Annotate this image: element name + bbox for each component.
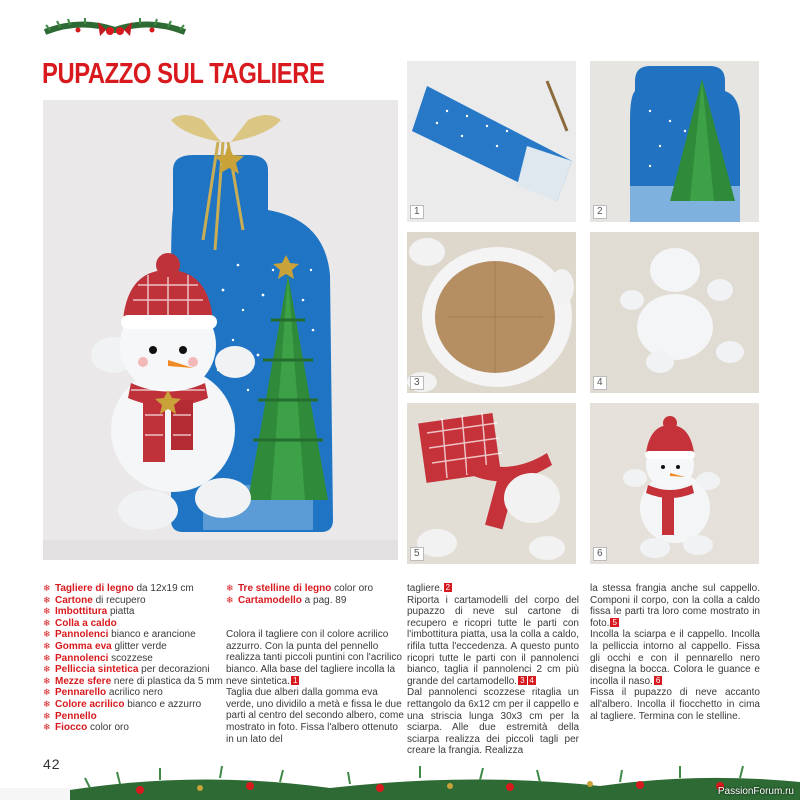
- material-item: ❄ Tre stelline di legno color oro: [226, 583, 374, 594]
- step-photo-5: [407, 403, 576, 564]
- main-photo: [43, 100, 398, 560]
- page-number: 42: [43, 756, 61, 772]
- instructions-column-4: [590, 583, 760, 722]
- step-photo-4: [590, 232, 759, 393]
- material-item: ❄ Mezze sfere nere di plastica da 5 mm: [43, 675, 223, 687]
- material-item: ❄ Cartone di recupero: [43, 594, 146, 606]
- material-item: ❄ Pennarello acrilico nero: [43, 687, 163, 699]
- materials-list: [43, 583, 223, 734]
- bottom-garland-decoration: [0, 760, 800, 800]
- material-item: ❄ Pelliccia sintetica per decorazioni: [43, 664, 210, 676]
- instruction-paragraph: tagliere. 2: [407, 583, 451, 594]
- snowflake-icon: ❄: [43, 675, 51, 686]
- material-item: ❄ Imbottitura piatta: [43, 606, 135, 618]
- snowflake-icon: ❄: [43, 606, 51, 617]
- instruction-paragraph: Dal pannolenci scozzese ritaglia un rettangolo da 6x12 cm per il cappello e una striscia lunga 30x3 cm per la sciarpa. Alle due estremità della sciarpa realizza dei piccoli tagli per creare la frangia. Realizza: [407, 687, 579, 757]
- material-item: ❄ Colla a caldo: [43, 617, 117, 629]
- page-title: PUPAZZO SUL TAGLIERE: [42, 58, 325, 90]
- snowflake-icon: ❄: [43, 583, 51, 593]
- top-garland-decoration: [40, 10, 190, 50]
- step-number: 4: [593, 376, 607, 390]
- snowflake-icon: ❄: [43, 710, 51, 721]
- instruction-paragraph: Taglia due alberi dalla gomma eva verde, uno dividilo a metà e fissa le due parti al centro del secondo albero, come mostrato in foto. Fissa l'albero ottenuto in un lato del: [226, 687, 404, 745]
- snowman-board-illustration: [43, 100, 398, 560]
- step-photo-1: [407, 61, 576, 222]
- snowflake-icon: ❄: [43, 664, 51, 675]
- material-item: ❄ Tagliere di legno da 12x19 cm: [43, 583, 194, 594]
- instructions-column-3: [407, 583, 579, 757]
- step-badge: 1: [292, 675, 298, 685]
- step-number: 3: [410, 376, 424, 390]
- step-badge: 5: [612, 617, 617, 627]
- material-item: ❄ Pennello: [43, 710, 97, 722]
- material-item: ❄ Pannolenci bianco e arancione: [43, 629, 196, 641]
- snowflake-icon: ❄: [43, 722, 51, 733]
- instruction-paragraph: la stessa frangia anche sul cappello. Componi il corpo, con la colla a caldo fissa le parti tra loro come mostrato in foto. 5: [590, 583, 760, 629]
- step-number: 5: [410, 547, 424, 561]
- step-badge: 3: [520, 675, 525, 685]
- snowflake-icon: ❄: [43, 687, 51, 698]
- material-item: ❄ Fiocco color oro: [43, 722, 129, 734]
- step-photo-3: [407, 232, 576, 393]
- instructions-column-2: [226, 583, 406, 745]
- step-badge: 2: [445, 583, 451, 592]
- snowflake-icon: ❄: [43, 629, 51, 640]
- snowflake-icon: ❄: [43, 698, 51, 709]
- material-item: ❄ Gomma eva glitter verde: [43, 640, 167, 652]
- snowflake-icon: ❄: [226, 583, 234, 593]
- instruction-paragraph: Colora il tagliere con il colore acrilico azzurro. Con la punta del pennello realizza tanti piccoli puntini con l'acrilico bianco. Alla base del tagliere incolla la neve sintetica. 1: [226, 629, 402, 687]
- step-photo-2: [590, 61, 759, 222]
- snowflake-icon: ❄: [226, 594, 234, 605]
- snowflake-icon: ❄: [43, 594, 51, 605]
- snowflake-icon: ❄: [43, 617, 51, 628]
- step-badge: 6: [655, 675, 661, 685]
- step-badge: 4: [529, 675, 534, 685]
- material-item: ❄ Pannolenci scozzese: [43, 652, 153, 664]
- step-number: 1: [410, 205, 424, 219]
- instruction-paragraph: Incolla la sciarpa e il cappello. Incolla la pelliccia intorno al cappello. Fissa gli occhi e con il pennarello nero disegna la bocca. Colora le guance e incolla il naso. 6: [590, 629, 760, 687]
- material-item: ❄ Colore acrilico bianco e azzurro: [43, 698, 202, 710]
- watermark: PassionForum.ru: [717, 786, 794, 797]
- step-photo-6: [590, 403, 759, 564]
- step-number: 6: [593, 547, 607, 561]
- step-number: 2: [593, 205, 607, 219]
- instruction-paragraph: Fissa il pupazzo di neve accanto all'albero. Incolla il fiocchetto in cima al tagliere. Termina con le stelline.: [590, 687, 760, 722]
- snowflake-icon: ❄: [43, 652, 51, 663]
- material-item: ❄ Cartamodello a pag. 89: [226, 594, 347, 606]
- instruction-paragraph: Riporta i cartamodelli del corpo del pupazzo di neve sul cartone di recupero e ricopri tutte le parti con l'imbottitura piatta, usa la colla a caldo, rifila tutta l'eccedenza. A questo punto ricopri tutte le parti con il pannolenci bianco, taglia il pannolenci 2 cm più grande del cartamodello. 3 4: [407, 594, 579, 687]
- snowflake-icon: ❄: [43, 640, 51, 651]
